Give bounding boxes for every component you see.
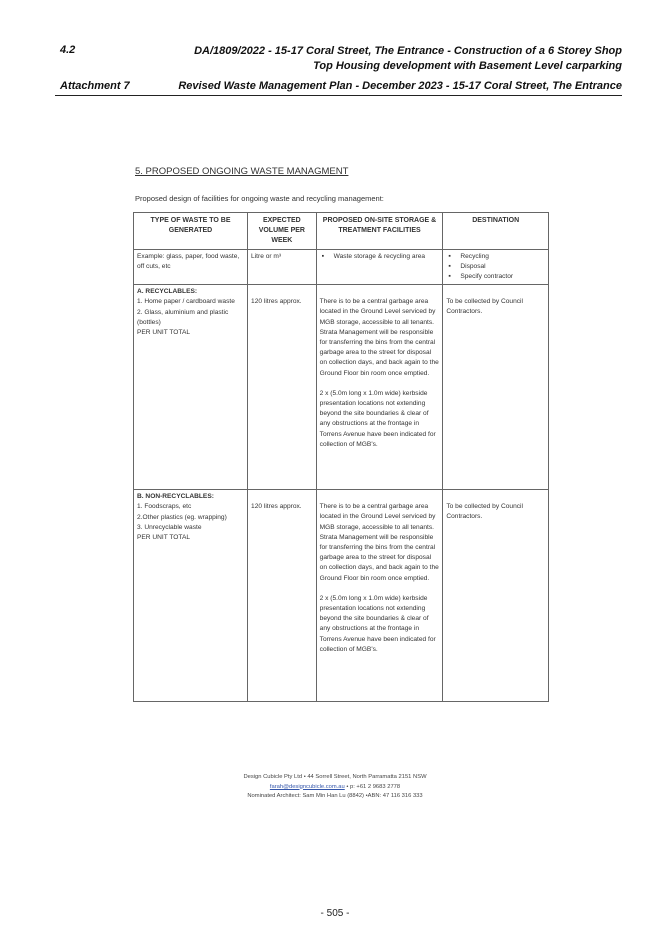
- storage-paragraph: 2 x (5.0m long x 1.0m wide) kerbside presentation locations not extending beyond the site boundaries & clear of any obstructions at the frontage in Torrens Avenue have been indicated for collection of MGB's.: [319, 389, 436, 448]
- header-type: TYPE OF WASTE TO BE GENERATED: [134, 213, 248, 250]
- attachment-header: [55, 80, 622, 96]
- recyclables-storage: [316, 285, 443, 490]
- recyclables-line: PER UNIT TOTAL: [137, 329, 191, 337]
- recyclables-line: 2. Glass, aluminium and plastic (bottles): [137, 308, 229, 326]
- storage-paragraph: 2 x (5.0m long x 1.0m wide) kerbside presentation locations not extending beyond the site boundaries & clear of any obstructions at the frontage in Torrens Avenue have been indicated for collection of MGB's.: [319, 594, 436, 653]
- title-line-1: DA/1809/2022 - 15-17 Coral Street, The Entrance - Construction of a 6 Storey Shop: [194, 45, 622, 57]
- footer-phone: • p: +61 2 9683 2778: [344, 783, 401, 790]
- waste-management-table: [133, 212, 549, 702]
- non-recyclables-line: 3. Unrecyclable waste: [137, 523, 202, 531]
- example-storage: ▪ Waste storage & recycling area: [320, 252, 440, 262]
- header-storage: PROPOSED ON-SITE STORAGE & TREATMENT FACILITIES: [316, 213, 443, 250]
- table-row-example: [134, 249, 549, 285]
- non-recyclables-volume: 120 litres approx.: [248, 490, 317, 702]
- title-line-2: Top Housing development with Basement Level carparking: [313, 60, 622, 72]
- attachment-title: Revised Waste Management Plan - December 2023 - 15-17 Coral Street, The Entrance: [178, 80, 622, 92]
- recyclables-heading: A. RECYCLABLES:: [137, 288, 198, 296]
- footer-architect: Nominated Architect: Sam Min Han Lu (8842) •ABN: 47 116 316 333: [247, 793, 423, 799]
- example-storage-cell: [316, 249, 443, 285]
- storage-paragraph: There is to be a central garbage area located in the Ground Level serviced by MGB storage, accessible to all tenants. Strata Management will be responsible for transferring the bins from the central garbage area to the street for disposal on collection days, and back again to the Ground Floor bin room once emptied.: [319, 298, 439, 377]
- document-title: [162, 44, 622, 74]
- recyclables-volume: 120 litres approx.: [248, 285, 317, 490]
- non-recyclables-destination: To be collected by Council Contractors.: [443, 490, 549, 702]
- non-recyclables-storage: [316, 490, 443, 702]
- attachment-label: Attachment 7: [60, 80, 130, 92]
- table-row-recyclables: [134, 285, 549, 490]
- non-recyclables-heading: B. NON-RECYCLABLES:: [137, 493, 214, 501]
- destination-item: ▪ Recycling: [446, 252, 545, 262]
- storage-paragraph: There is to be a central garbage area located in the Ground Level serviced by MGB storage, accessible to all tenants. Strata Management will be responsible for transferring the bins from the central garbage area to the street for disposal on collection days, and back again to the Ground Floor bin room once emptied.: [319, 503, 439, 582]
- page-footer: [0, 773, 670, 802]
- section-intro: Proposed design of facilities for ongoing waste and recycling management:: [135, 194, 384, 203]
- footer-email-link[interactable]: farah@designcubicle.com.au: [269, 783, 345, 790]
- section-title: 5. PROPOSED ONGOING WASTE MANAGMENT: [135, 166, 349, 177]
- example-volume: Litre or m³: [248, 249, 317, 285]
- table-row-non-recyclables: [134, 490, 549, 702]
- footer-company: Design Cubicle Pty Ltd • 44 Sorrell Street, North Parramatta 2151 NSW: [243, 774, 427, 780]
- header-destination: DESTINATION: [443, 213, 549, 250]
- header-volume: EXPECTED VOLUME PER WEEK: [248, 213, 317, 250]
- item-number: 4.2: [60, 44, 76, 56]
- non-recyclables-line: 1. Foodscraps, etc: [137, 503, 192, 511]
- destination-item: ▪ Disposal: [446, 262, 545, 272]
- recyclables-type: [134, 285, 248, 490]
- page-number: - 505 -: [320, 908, 350, 919]
- non-recyclables-line: PER UNIT TOTAL: [137, 534, 191, 542]
- example-type: Example: glass, paper, food waste, off cuts, etc: [134, 249, 248, 285]
- recyclables-line: 1. Home paper / cardboard waste: [137, 298, 235, 306]
- example-destination-cell: [443, 249, 549, 285]
- destination-item: ▪ Specify contractor: [446, 272, 545, 282]
- table-header-row: [134, 213, 549, 250]
- non-recyclables-line: 2.Other plastics (eg. wrapping): [137, 513, 227, 521]
- footer-contact: [0, 783, 670, 793]
- non-recyclables-type: [134, 490, 248, 702]
- recyclables-destination: To be collected by Council Contractors.: [443, 285, 549, 490]
